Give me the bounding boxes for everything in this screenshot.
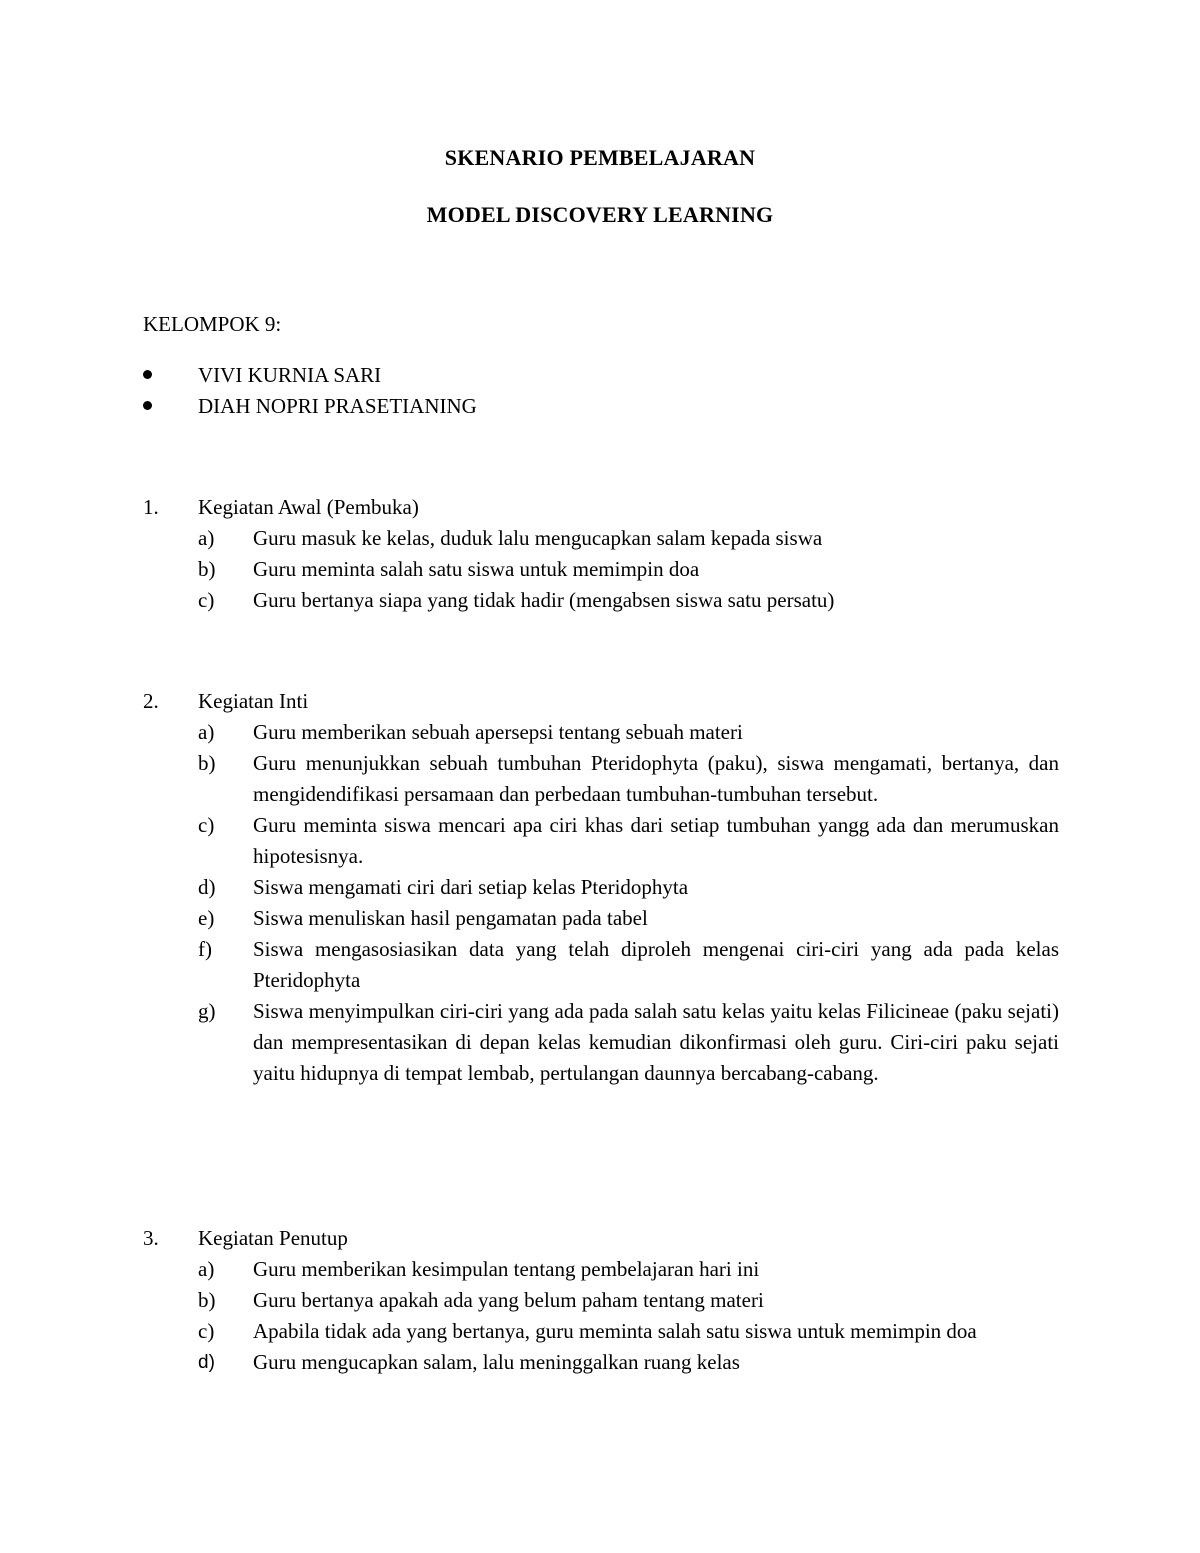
item-text: Guru meminta salah satu siswa untuk memimpin doa bbox=[253, 557, 700, 581]
item-label: d) bbox=[198, 875, 216, 899]
list-item bbox=[143, 903, 1063, 934]
member-name: VIVI KURNIA SARI bbox=[198, 363, 382, 387]
item-text: Siswa mengamati ciri dari setiap kelas Pteridophyta bbox=[253, 875, 689, 899]
item-text: Guru masuk ke kelas, duduk lalu mengucapkan salam kepada siswa bbox=[253, 526, 823, 550]
bullet-icon bbox=[143, 401, 152, 410]
item-text: Guru bertanya apakah ada yang belum paham tentang materi bbox=[253, 1288, 764, 1312]
section-heading bbox=[143, 1223, 1063, 1254]
section-number: 3. bbox=[143, 1226, 159, 1250]
item-text: Siswa mengasosiasikan data yang telah diproleh mengenai ciri-ciri yang ada pada kelas Pteridophyta bbox=[253, 937, 1059, 992]
member-name: DIAH NOPRI PRASETIANING bbox=[198, 394, 477, 418]
document-title: SKENARIO PEMBELAJARAN bbox=[444, 145, 756, 170]
item-label: f) bbox=[198, 937, 212, 961]
item-label: b) bbox=[198, 557, 216, 581]
list-item bbox=[143, 748, 1063, 810]
list-item bbox=[143, 934, 1063, 996]
item-label: c) bbox=[198, 813, 215, 837]
list-item bbox=[143, 523, 1063, 554]
section-kegiatan-inti bbox=[143, 686, 1063, 1089]
item-label: b) bbox=[198, 751, 216, 775]
item-label: a) bbox=[198, 1257, 215, 1281]
item-text: Guru mengucapkan salam, lalu meninggalkan ruang kelas bbox=[253, 1350, 740, 1374]
list-item bbox=[143, 1254, 1063, 1285]
item-label: b) bbox=[198, 1288, 216, 1312]
item-text: Siswa menyimpulkan ciri-ciri yang ada pada salah satu kelas yaitu kelas Filicineae (paku sejati) dan mempresentasikan di depan kelas kemudian dikonfirmasi oleh guru. Ciri-ciri paku sejati yaitu hidupnya di tempat lembab, pertulangan daunnya bercabang-cabang. bbox=[253, 999, 1059, 1085]
item-text: Apabila tidak ada yang bertanya, guru meminta salah satu siswa untuk memimpin doa bbox=[253, 1319, 977, 1343]
section-title: Kegiatan Awal (Pembuka) bbox=[198, 495, 419, 519]
list-item bbox=[143, 996, 1063, 1089]
list-item bbox=[143, 872, 1063, 903]
item-text: Guru memberikan kesimpulan tentang pembelajaran hari ini bbox=[253, 1257, 760, 1281]
list-item bbox=[143, 1347, 1063, 1378]
item-label: d) bbox=[198, 1352, 215, 1373]
item-text: Guru memberikan sebuah apersepsi tentang sebuah materi bbox=[253, 720, 743, 744]
item-label: c) bbox=[198, 1319, 215, 1343]
item-text: Siswa menuliskan hasil pengamatan pada tabel bbox=[253, 906, 648, 930]
item-label: a) bbox=[198, 720, 215, 744]
item-label: e) bbox=[198, 906, 215, 930]
item-label: c) bbox=[198, 588, 215, 612]
bullet-icon bbox=[143, 370, 152, 379]
item-text: Guru menunjukkan sebuah tumbuhan Pteridophyta (paku), siswa mengamati, bertanya, dan mengidendifikasi persamaan dan perbedaan tumbuhan-tumbuhan tersebut. bbox=[253, 751, 1059, 806]
section-heading bbox=[143, 686, 1063, 717]
list-item bbox=[143, 554, 1063, 585]
section-kegiatan-penutup bbox=[143, 1223, 1063, 1378]
list-item bbox=[143, 810, 1063, 872]
section-title: Kegiatan Penutup bbox=[198, 1226, 348, 1250]
section-title: Kegiatan Inti bbox=[198, 689, 309, 713]
section-heading bbox=[143, 492, 1063, 523]
group-label: KELOMPOK 9: bbox=[143, 312, 282, 336]
item-label: g) bbox=[198, 999, 216, 1023]
section-kegiatan-awal bbox=[143, 492, 1063, 616]
item-label: a) bbox=[198, 526, 215, 550]
list-item bbox=[143, 1285, 1063, 1316]
section-number: 1. bbox=[143, 495, 159, 519]
list-item bbox=[143, 717, 1063, 748]
item-text: Guru meminta siswa mencari apa ciri khas dari setiap tumbuhan yangg ada dan merumuskan hipotesisnya. bbox=[253, 813, 1059, 868]
list-item bbox=[143, 1316, 1063, 1347]
list-item bbox=[143, 585, 1063, 616]
document-subtitle: MODEL DISCOVERY LEARNING bbox=[426, 202, 774, 227]
section-number: 2. bbox=[143, 689, 159, 713]
item-text: Guru bertanya siapa yang tidak hadir (mengabsen siswa satu persatu) bbox=[253, 588, 835, 612]
